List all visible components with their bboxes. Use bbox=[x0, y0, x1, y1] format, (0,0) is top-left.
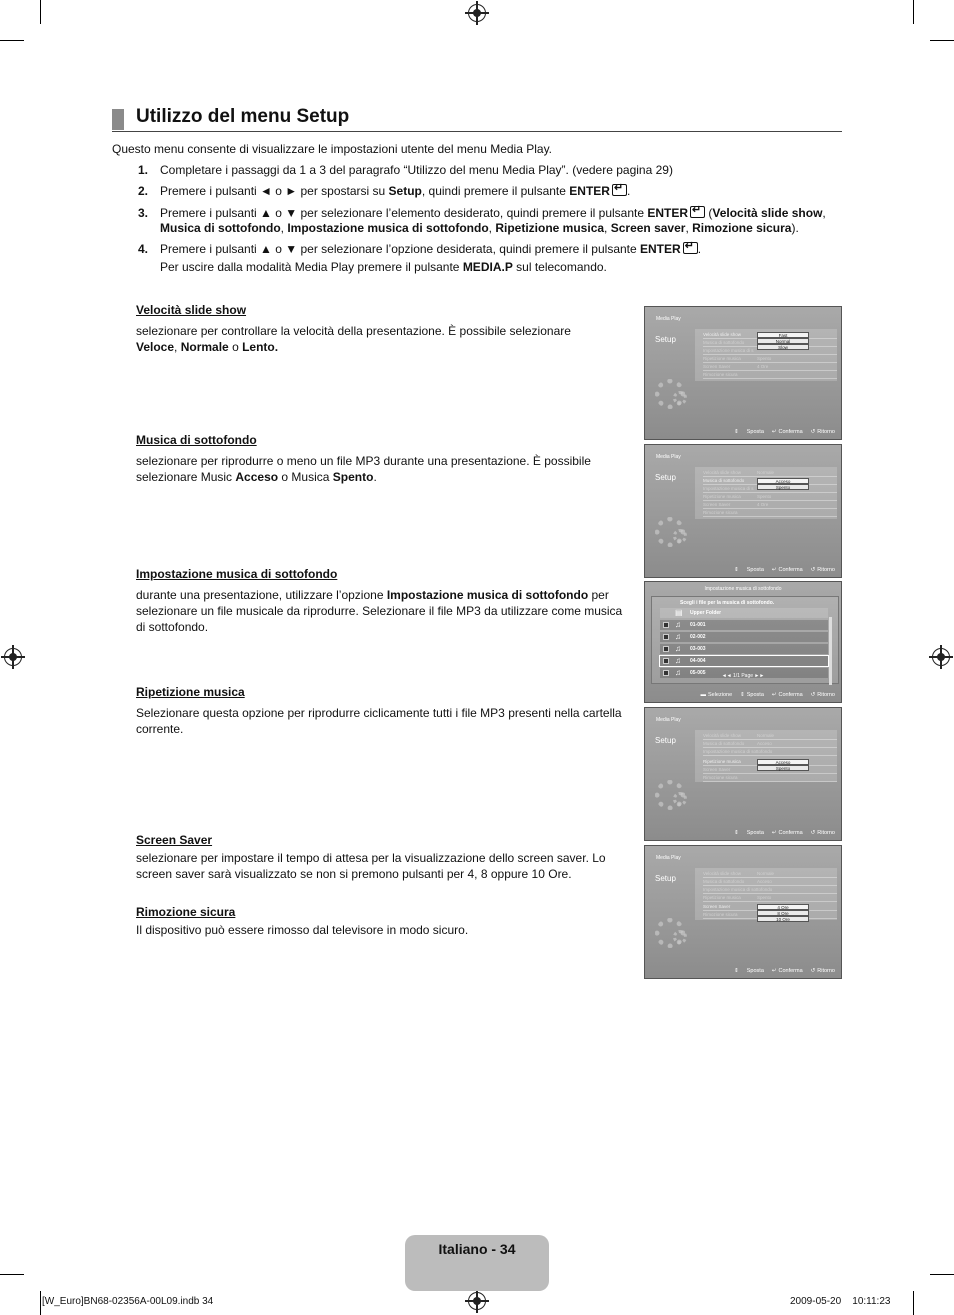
file-row-selected[interactable]: ♫ 04-004 bbox=[660, 656, 828, 666]
menu-item[interactable]: Velocità slide show Normale bbox=[703, 870, 837, 878]
menu-item[interactable]: Screen Saver 4 Ore bbox=[703, 363, 837, 371]
tv-screen-saver bbox=[644, 845, 842, 979]
menu-item[interactable]: Screen Saver bbox=[703, 766, 837, 774]
checkbox[interactable] bbox=[663, 634, 669, 640]
section-text: selezionare per riprodurre o meno un file MP3 durante una presentazione. È possibile selezionare Music Acceso o Musica Spento. bbox=[136, 454, 591, 484]
section-heading: Screen Saver bbox=[136, 833, 213, 847]
page-indicator: ◄◄ 1/1 Page ►► bbox=[721, 673, 765, 679]
section-heading: Impostazione musica di sottofondo bbox=[136, 567, 338, 581]
option-item[interactable]: Spento bbox=[757, 484, 809, 490]
option-item[interactable]: Normal bbox=[757, 338, 809, 344]
page-title: Utilizzo del menu Setup bbox=[136, 106, 350, 127]
menu-item[interactable]: Impostazione musica di s bbox=[703, 347, 837, 355]
menu-item[interactable]: Velocità slide show Normale bbox=[703, 469, 837, 477]
tv-screen-repeat bbox=[644, 707, 842, 841]
registration-mark-icon bbox=[4, 648, 22, 666]
step-number: 1. bbox=[138, 163, 149, 177]
section-heading: Musica di sottofondo bbox=[136, 433, 257, 447]
browser-subtitle: Scegli i file per la musica di sottofondo. bbox=[680, 600, 775, 606]
screen-footer: ⇕ Sposta ↵ Conferma ↺ Ritorno bbox=[734, 968, 835, 974]
media-play-logo: Media Play bbox=[656, 454, 681, 460]
setup-label: Setup bbox=[655, 335, 676, 344]
crop-mark bbox=[40, 1291, 41, 1315]
file-row[interactable]: ♫ 01-001 bbox=[660, 620, 828, 630]
section-heading: Velocità slide show bbox=[136, 303, 247, 317]
folder-icon: ▤ bbox=[675, 608, 683, 617]
menu-item[interactable]: Screen Saver 4 Ore bbox=[703, 501, 837, 509]
registration-mark-icon bbox=[468, 4, 486, 22]
menu-item[interactable]: Musica di sottofondo Acceso bbox=[703, 740, 837, 748]
crop-mark bbox=[0, 1274, 24, 1275]
menu-item[interactable]: Rimozione sicura bbox=[703, 509, 837, 517]
gear-icon bbox=[673, 930, 687, 944]
enter-icon bbox=[612, 184, 627, 196]
setup-label: Setup bbox=[655, 874, 676, 883]
tv-screen-speed bbox=[644, 306, 842, 440]
menu-item[interactable]: Rimozione sicura bbox=[703, 911, 837, 919]
setup-label: Setup bbox=[655, 473, 676, 482]
screen-footer: ⇕ Sposta ↵ Conferma ↺ Ritorno bbox=[734, 567, 835, 573]
folder-row[interactable]: ▤ Upper Folder bbox=[660, 608, 828, 618]
intro-text: Questo menu consente di visualizzare le impostazioni utente del menu Media Play. bbox=[112, 142, 553, 156]
music-note-icon: ♫ bbox=[675, 620, 681, 629]
enter-icon bbox=[683, 242, 698, 254]
tv-screen-file-browser bbox=[644, 581, 842, 703]
section-text: selezionare per impostare il tempo di attesa per la visualizzazione dello screen saver. Lo screen saver sarà visualizzato se non si premono pulsanti per 4, 8 oppure 10 Ore. bbox=[136, 851, 606, 881]
title-marker bbox=[112, 109, 124, 130]
music-note-icon: ♫ bbox=[675, 632, 681, 641]
menu-item[interactable]: Rimozione sicura bbox=[703, 371, 837, 379]
setup-label: Setup bbox=[655, 736, 676, 745]
option-item[interactable]: Spento bbox=[757, 765, 809, 771]
step-text: Completare i passaggi da 1 a 3 del paragrafo “Utilizzo del menu Media Play”. (vedere pagina 29) bbox=[160, 163, 673, 177]
menu-item[interactable]: Impostazione musica di sottofondo bbox=[703, 748, 837, 756]
section-heading: Ripetizione musica bbox=[136, 685, 245, 699]
option-item[interactable]: Acceso bbox=[757, 759, 809, 765]
file-row[interactable]: ♫ 05-005 bbox=[660, 668, 828, 678]
option-item[interactable]: 8 Ore bbox=[757, 910, 809, 916]
menu-item[interactable]: Velocità slide show bbox=[703, 331, 837, 339]
file-row[interactable]: ♫ 02-002 bbox=[660, 632, 828, 642]
screen-footer: ⇕ Sposta ↵ Conferma ↺ Ritorno bbox=[734, 830, 835, 836]
menu-item[interactable]: Ripetizione musica Spento bbox=[703, 355, 837, 363]
section-heading: Rimozione sicura bbox=[136, 905, 236, 919]
menu-item[interactable]: Velocità slide show Normale bbox=[703, 732, 837, 740]
menu-item[interactable]: Musica di sottofondo Acceso bbox=[703, 878, 837, 886]
registration-mark-icon bbox=[932, 648, 950, 666]
menu-item[interactable]: Ripetizione musica Spento bbox=[703, 493, 837, 501]
crop-mark bbox=[913, 1291, 914, 1315]
title-divider bbox=[112, 131, 842, 132]
music-note-icon: ♫ bbox=[675, 656, 681, 665]
step-number: 3. bbox=[138, 206, 149, 220]
checkbox[interactable] bbox=[663, 622, 669, 628]
step-number: 4. bbox=[138, 242, 149, 256]
browser-title: Impostazione musica di sottofondo bbox=[704, 586, 782, 592]
music-note-icon: ♫ bbox=[675, 644, 681, 653]
menu-item[interactable]: Ripetizione musica Spento bbox=[703, 894, 837, 902]
file-row[interactable]: ♫ 03-003 bbox=[660, 644, 828, 654]
menu-item[interactable]: Ripetizione musica bbox=[703, 758, 837, 766]
footer-date: 2009-05-20 10:11:23 bbox=[790, 1296, 891, 1307]
section-text: Il dispositivo può essere rimosso dal televisore in modo sicuro. bbox=[136, 923, 469, 937]
option-item[interactable]: Fast bbox=[757, 332, 809, 338]
menu-item[interactable]: Musica di sottofondo bbox=[703, 339, 837, 347]
crop-mark bbox=[930, 1274, 954, 1275]
crop-mark bbox=[913, 0, 914, 24]
option-item[interactable]: 4 Ore bbox=[757, 904, 809, 910]
menu-item[interactable]: Impostazione musica di sottofondo bbox=[703, 886, 837, 894]
section-text: durante una presentazione, utilizzare l’opzione Impostazione musica di sottofondo per selezionare un file musicale da riprodurre. Selezionare il file MP3 da utilizzare come musica di sottofondo. bbox=[136, 588, 623, 634]
menu-item[interactable]: Musica di sottofondo bbox=[703, 477, 837, 485]
screen-footer: ⇕ Sposta ↵ Conferma ↺ Ritorno bbox=[734, 429, 835, 435]
option-item[interactable]: Slow bbox=[757, 344, 809, 350]
checkbox[interactable] bbox=[663, 658, 669, 664]
option-item[interactable]: 10 Ore bbox=[757, 916, 809, 922]
enter-icon bbox=[690, 206, 705, 218]
gear-icon bbox=[673, 391, 687, 405]
option-item[interactable]: Acceso bbox=[757, 478, 809, 484]
screen-footer: ▬ Selezione ⇕ Sposta ↵ Conferma ↺ Ritorno bbox=[700, 692, 835, 698]
step-number: 2. bbox=[138, 184, 149, 198]
music-note-icon: ♫ bbox=[675, 668, 681, 677]
page-number-badge: Italiano - 34 bbox=[405, 1235, 549, 1291]
gear-icon bbox=[673, 529, 687, 543]
registration-mark-icon bbox=[468, 1292, 486, 1310]
menu-item[interactable]: Rimozione sicura bbox=[703, 774, 837, 782]
menu-item[interactable]: Screen Saver bbox=[703, 903, 837, 911]
checkbox[interactable] bbox=[663, 646, 669, 652]
crop-mark bbox=[930, 40, 954, 41]
tv-screen-music bbox=[644, 444, 842, 578]
footer-file: [W_Euro]BN68-02356A-00L09.indb 34 bbox=[42, 1296, 214, 1307]
menu-item[interactable]: Impostazione musica di s bbox=[703, 485, 837, 493]
media-play-logo: Media Play bbox=[656, 717, 681, 723]
section-text: selezionare per controllare la velocità della presentazione. È possibile selezionare Veloce, Normale o Lento. bbox=[136, 324, 571, 354]
section-text: Selezionare questa opzione per riprodurre ciclicamente tutti i file MP3 presenti nella cartella corrente. bbox=[136, 706, 622, 736]
crop-mark bbox=[40, 0, 41, 24]
media-play-logo: Media Play bbox=[656, 855, 681, 861]
media-play-logo: Media Play bbox=[656, 316, 681, 322]
step-text: Premere i pulsanti ▲ o ▼ per selezionare l’opzione desiderata, quindi premere il pulsante ENTER↵ . Per uscire dalla modalità Media Play premere il pulsante MEDIA.P sul telecomando. bbox=[160, 242, 850, 275]
step-text: Premere i pulsanti ◄ o ► per spostarsi su Setup, quindi premere il pulsante ENTER↵ . bbox=[160, 184, 850, 199]
gear-icon bbox=[673, 792, 687, 806]
crop-mark bbox=[0, 40, 24, 41]
file-list-panel bbox=[651, 596, 839, 684]
step-text: Premere i pulsanti ▲ o ▼ per selezionare l’elemento desiderato, quindi premere il pulsante ENTER↵ (Velocità slide show, Musica di sottofondo, Impostazione musica di sottofondo, Ripetizione musica, Screen saver, Rimozione sicura). bbox=[160, 206, 850, 236]
